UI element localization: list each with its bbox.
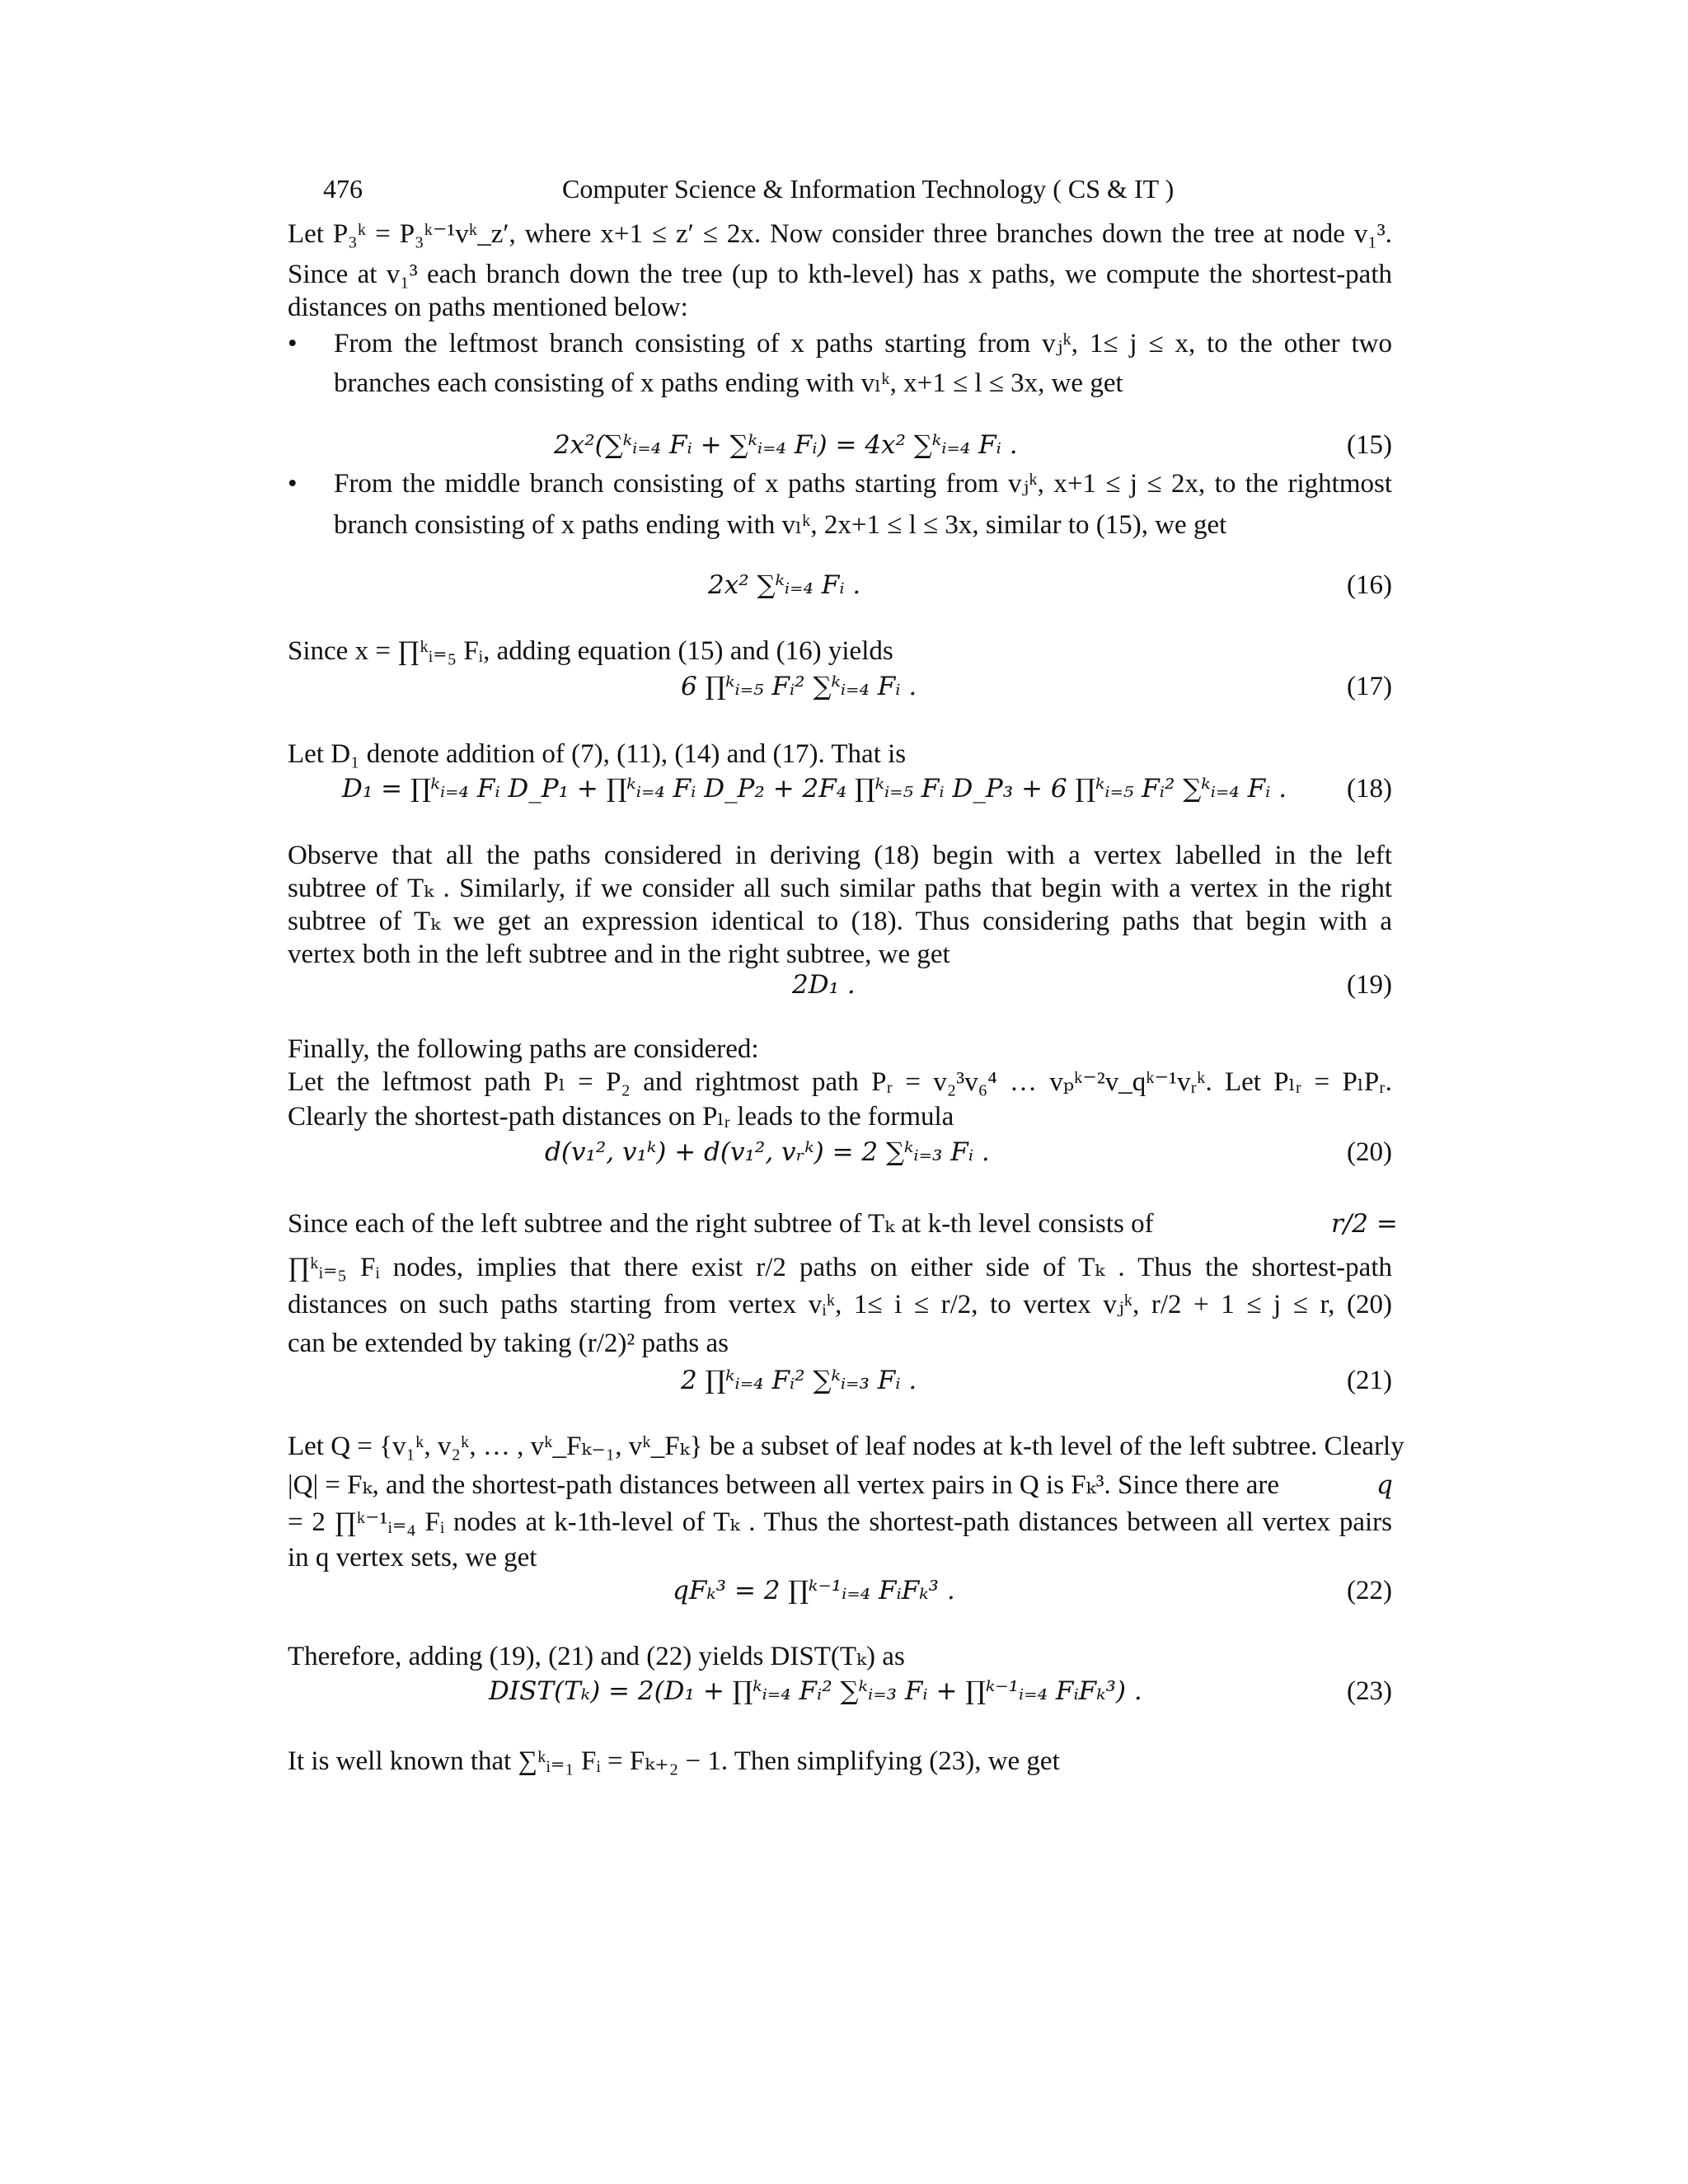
equation-22: qFₖ³ = 2 ∏ᵏ⁻¹ᵢ₌₄ FᵢFₖ³ . — [673, 1576, 955, 1605]
equation-number-18: (18) — [1347, 774, 1392, 804]
paragraph-line: Observe that all the paths considered in deriving (18) begin with a vertex labelled in the left — [288, 841, 1392, 870]
symbol-q: q — [1376, 1470, 1393, 1500]
paragraph-line: = 2 ∏ᵏ⁻¹ᵢ₌₄ Fᵢ nodes at k-1th-level of Tₖ . Thus the shortest-path distances between all vertex pairs — [288, 1507, 1392, 1537]
page-number: 476 — [323, 174, 363, 204]
bullet-line: From the middle branch consisting of x paths starting from vⱼᵏ, x+1 ≤ j ≤ 2x, to the rightmost — [334, 469, 1392, 499]
running-title: Computer Science & Information Technology ( CS & IT ) — [562, 174, 1175, 204]
paragraph-line: |Q| = Fₖ, and the shortest-path distances between all vertex pairs in Q is Fₖ³. Since there are — [288, 1470, 1280, 1500]
paragraph-line: in q vertex sets, we get — [288, 1543, 537, 1572]
paragraph-line: Since each of the left subtree and the right subtree of Tₖ at k-th level consists of — [288, 1209, 1154, 1239]
bullet-line: branch consisting of x paths ending with vₗᵏ, 2x+1 ≤ l ≤ 3x, similar to (15), we get — [334, 510, 1227, 540]
paragraph-line: Clearly the shortest-path distances on Pₗᵣ leads to the formula — [288, 1102, 954, 1132]
paragraph-line: distances on such paths starting from vertex vᵢᵏ, 1≤ i ≤ r/2, to vertex vⱼᵏ, r/2 + 1 ≤ j ≤ r, (20) — [288, 1290, 1392, 1319]
paragraph-line: Since at v₁³ each branch down the tree (up to kth-level) has x paths, we compute the shortest-path — [288, 260, 1392, 289]
paragraph-line: Therefore, adding (19), (21) and (22) yields DIST(Tₖ) as — [288, 1642, 905, 1671]
equation-number-21: (21) — [1347, 1366, 1392, 1395]
paragraph-line: vertex both in the left subtree and in the right subtree, we get — [288, 940, 950, 969]
equation-number-17: (17) — [1347, 672, 1392, 701]
equation-number-19: (19) — [1347, 970, 1392, 1000]
equation-number-22: (22) — [1347, 1576, 1392, 1605]
paragraph-line: Since x = ∏ᵏᵢ₌₅ Fᵢ, adding equation (15) and (16) yields — [288, 636, 893, 666]
bullet-line: From the leftmost branch consisting of x paths starting from vⱼᵏ, 1≤ j ≤ x, to the other two — [334, 329, 1392, 359]
equation-17: 6 ∏ᵏᵢ₌₅ Fᵢ² ∑ᵏᵢ₌₄ Fᵢ . — [681, 672, 917, 701]
paragraph-line: Let the leftmost path Pₗ = P₂ and rightmost path Pᵣ = v₂³v₆⁴ … vₚᵏ⁻²v_qᵏ⁻¹vᵣᵏ. Let Pₗᵣ = PₗPᵣ. — [288, 1067, 1392, 1097]
equation-21: 2 ∏ᵏᵢ₌₄ Fᵢ² ∑ᵏᵢ₌₃ Fᵢ . — [681, 1366, 917, 1395]
equation-19: 2D₁ . — [792, 970, 856, 1000]
equation-23: DIST(Tₖ) = 2(D₁ + ∏ᵏᵢ₌₄ Fᵢ² ∑ᵏᵢ₌₃ Fᵢ + ∏ᵏ⁻¹ᵢ₌₄ FᵢFₖ³) . — [489, 1676, 1142, 1706]
paragraph-line: Let P₃ᵏ = P₃ᵏ⁻¹vᵏ_z′, where x+1 ≤ z′ ≤ 2x. Now consider three branches down the tree at node v₁³. — [288, 219, 1392, 249]
equation-number-15: (15) — [1347, 430, 1392, 460]
equation-number-20: (20) — [1347, 1137, 1392, 1167]
bullet-icon: • — [288, 329, 298, 359]
paragraph-line: ∏ᵏᵢ₌₅ Fᵢ nodes, implies that there exist r/2 paths on either side of Tₖ . Thus the shortest-path — [288, 1253, 1392, 1282]
equation-16: 2x² ∑ᵏᵢ₌₄ Fᵢ . — [708, 570, 861, 600]
equation-20: d(v₁², v₁ᵏ) + d(v₁², vᵣᵏ) = 2 ∑ᵏᵢ₌₃ Fᵢ . — [545, 1137, 990, 1167]
paragraph-line: Finally, the following paths are considered: — [288, 1034, 759, 1064]
paragraph-line: Let D₁ denote addition of (7), (11), (14) and (17). That is — [288, 739, 907, 769]
paragraph-line: subtree of Tₖ we get an expression identical to (18). Thus considering paths that begin with a — [288, 907, 1392, 936]
bullet-icon: • — [288, 469, 298, 499]
paragraph-line: distances on paths mentioned below: — [288, 293, 688, 322]
equation-number-23: (23) — [1347, 1676, 1392, 1706]
equation-15: 2x²(∑ᵏᵢ₌₄ Fᵢ + ∑ᵏᵢ₌₄ Fᵢ) = 4x² ∑ᵏᵢ₌₄ Fᵢ . — [554, 430, 1018, 460]
paragraph-line: Let Q = {v₁ᵏ, v₂ᵏ, … , vᵏ_Fₖ₋₁, vᵏ_Fₖ} be a subset of leaf nodes at k-th level of the left subtree. Clearly — [288, 1432, 1404, 1461]
paragraph-line: can be extended by taking (r/2)² paths as — [288, 1329, 729, 1358]
equation-18: D₁ = ∏ᵏᵢ₌₄ Fᵢ D_P₁ + ∏ᵏᵢ₌₄ Fᵢ D_P₂ + 2F₄ ∏ᵏᵢ₌₅ Fᵢ D_P₃ + 6 ∏ᵏᵢ₌₅ Fᵢ² ∑ᵏᵢ₌₄ Fᵢ . — [342, 774, 1287, 804]
paragraph-line: subtree of Tₖ . Similarly, if we consider all such similar paths that begin with a vertex in the right — [288, 874, 1392, 903]
fraction-r-over-2: r/2 = — [1331, 1209, 1398, 1239]
equation-number-16: (16) — [1347, 570, 1392, 600]
bullet-line: branches each consisting of x paths ending with vₗᵏ, x+1 ≤ l ≤ 3x, we get — [334, 368, 1123, 398]
paragraph-line: It is well known that ∑ᵏᵢ₌₁ Fᵢ = Fₖ₊₂ − 1. Then simplifying (23), we get — [288, 1746, 1060, 1776]
